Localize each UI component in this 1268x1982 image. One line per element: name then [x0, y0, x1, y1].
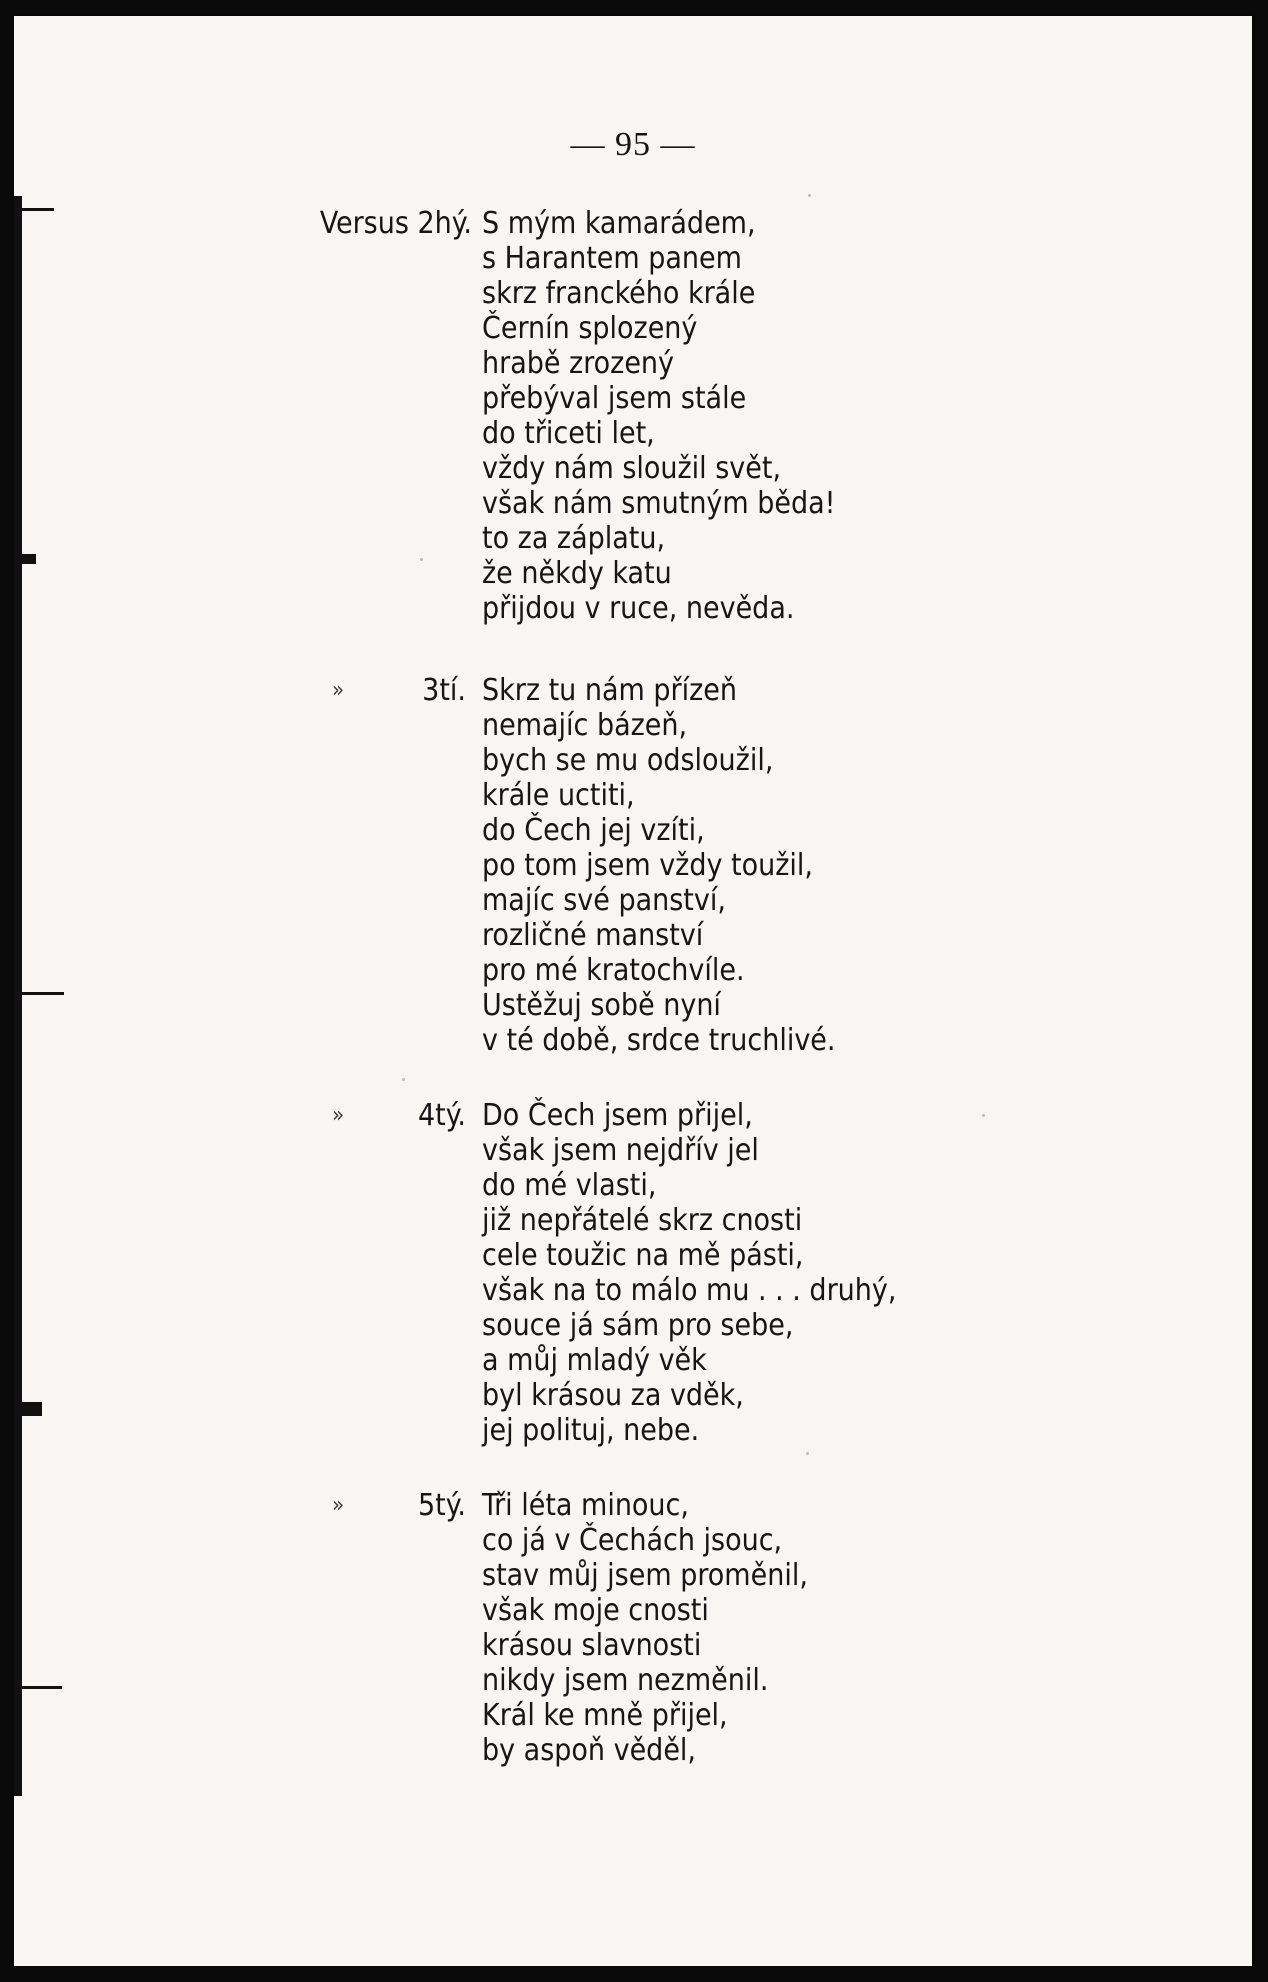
- verse-line: v té době, srdce truchlivé.: [482, 1023, 836, 1058]
- verse-line: to za záplatu,: [482, 521, 666, 556]
- verse-line: však moje cnosti: [482, 1593, 709, 1628]
- verse-line: do mé vlasti,: [482, 1168, 657, 1203]
- stanza-label: 4tý.: [417, 1098, 466, 1133]
- page-number: — 95 —: [570, 126, 696, 163]
- binding-mark: [14, 554, 36, 564]
- verse-lines: [482, 1488, 808, 1768]
- ditto-mark: »: [332, 678, 345, 703]
- verse-line: S mým kamarádem,: [482, 206, 756, 241]
- verse-line: s Harantem panem: [482, 241, 742, 276]
- binding-mark: [14, 208, 54, 211]
- verse-line: a můj mladý věk: [482, 1343, 707, 1378]
- verse-line: Skrz tu nám přízeň: [482, 673, 737, 708]
- verse-line: Tři léta minouc,: [482, 1488, 689, 1523]
- verse-line: byl krásou za vděk,: [482, 1378, 744, 1413]
- verse-line: Černín splozený: [482, 311, 698, 346]
- verse-lines: [482, 1098, 896, 1448]
- verse-line: že někdy katu: [482, 556, 672, 591]
- verse-line: však jsem nejdřív jel: [482, 1133, 759, 1168]
- verse-line: majíc své panství,: [482, 883, 726, 918]
- verse-line: hrabě zrozený: [482, 346, 675, 381]
- verse-line: rozličné manství: [482, 918, 704, 953]
- stanza-label: Versus 2hý.: [319, 206, 472, 241]
- verse-line: nemajíc bázeň,: [482, 708, 688, 743]
- verse-line: cele toužic na mě pásti,: [482, 1238, 804, 1273]
- verse-line: do třiceti let,: [482, 416, 655, 451]
- verse-line: po tom jsem vždy toužil,: [482, 848, 813, 883]
- book-page: [14, 16, 1252, 1966]
- verse-line: do Čech jej vzíti,: [482, 813, 705, 848]
- verse-line: pro mé kratochvíle.: [482, 953, 745, 988]
- stanza-label: 5tý.: [417, 1488, 466, 1523]
- verse-line: souce já sám pro sebe,: [482, 1308, 794, 1343]
- ditto-mark: »: [332, 1103, 345, 1128]
- verse-line: krásou slavnosti: [482, 1628, 702, 1663]
- verse-line: vždy nám sloužil svět,: [482, 451, 782, 486]
- verse-line: krále uctiti,: [482, 778, 635, 813]
- verse-line: Do Čech jsem přijel,: [482, 1098, 753, 1133]
- verse-line: jej polituj, nebe.: [482, 1413, 700, 1448]
- verse-lines: [482, 206, 836, 626]
- verse-line: co já v Čechách jsouc,: [482, 1523, 783, 1558]
- verse-line: stav můj jsem proměnil,: [482, 1558, 808, 1593]
- stanza-label: 3tí.: [422, 673, 466, 708]
- verse-line: bych se mu odsloužil,: [482, 743, 774, 778]
- verse-line: skrz franckého krále: [482, 276, 756, 311]
- verse-line: nikdy jsem nezměnil.: [482, 1663, 769, 1698]
- binding-mark: [14, 992, 64, 995]
- binding-mark: [14, 1686, 62, 1689]
- binding-mark: [14, 1402, 42, 1416]
- verse-line: přijdou v ruce, nevěda.: [482, 591, 795, 626]
- verse-line: již nepřátelé skrz cnosti: [482, 1203, 803, 1238]
- binding-edge: [14, 196, 22, 1796]
- verse-lines: [482, 673, 835, 1058]
- verse-line: Ustěžuj sobě nyní: [482, 988, 721, 1023]
- verse-line: však na to málo mu . . . druhý,: [482, 1273, 897, 1308]
- verse-line: přebýval jsem stále: [482, 381, 747, 416]
- verse-line: však nám smutným běda!: [482, 486, 836, 521]
- ditto-mark: »: [332, 1493, 345, 1518]
- verse-line: by aspoň věděl,: [482, 1733, 696, 1768]
- verse-line: Král ke mně přijel,: [482, 1698, 728, 1733]
